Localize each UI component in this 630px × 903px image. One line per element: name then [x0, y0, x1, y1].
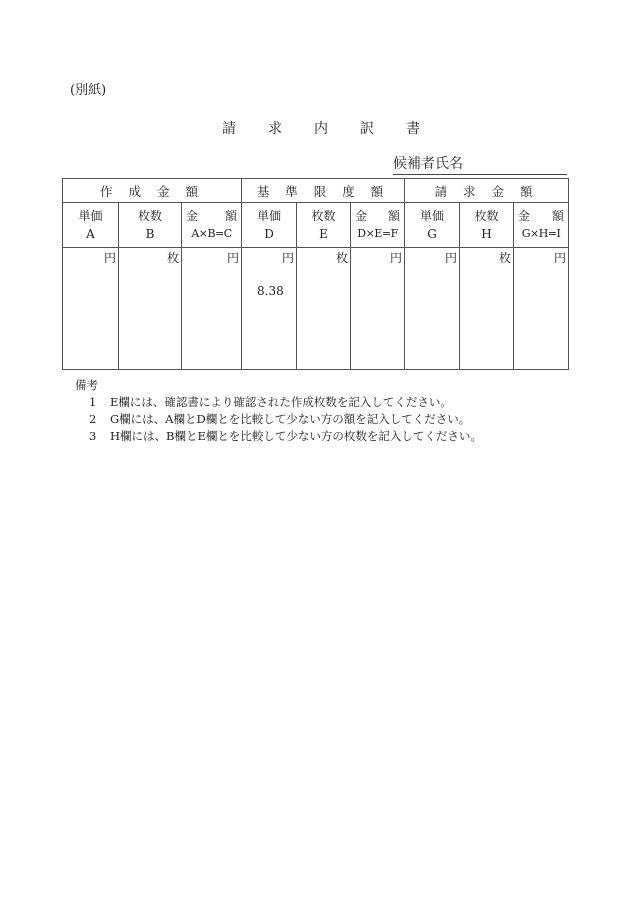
cell-e[interactable] — [297, 248, 351, 370]
unit-yen: 円 — [554, 251, 567, 265]
claim-breakdown-table — [62, 178, 569, 370]
cell-h[interactable] — [460, 248, 514, 370]
column-header-amount-i: 金 額 G×H=I — [514, 203, 569, 248]
title-char: 書 — [406, 121, 420, 137]
note-item: 2 G欄には、A欄とD欄とを比較して少ない方の額を記入してください。 — [89, 412, 471, 426]
note-item: 1 E欄には、確認書により確認された作成枚数を記入してください。 — [89, 395, 452, 409]
annex-label: (別紙) — [70, 83, 107, 98]
title-char: 求 — [268, 121, 282, 137]
cell-d[interactable] — [242, 248, 297, 370]
cell-f[interactable] — [351, 248, 405, 370]
cell-c[interactable] — [182, 248, 242, 370]
title-char: 内 — [314, 121, 328, 137]
cell-a[interactable] — [63, 248, 119, 370]
column-header-unit-price-d: 単価 D — [242, 203, 297, 248]
candidate-name-field[interactable]: 候補者氏名 — [393, 153, 567, 175]
group-header-claim-amount: 請 求 金 額 — [405, 179, 569, 203]
cell-i[interactable] — [514, 248, 569, 370]
unit-yen: 円 — [103, 251, 116, 265]
cell-g[interactable] — [405, 248, 460, 370]
unit-price-d-value: 8.38 — [257, 284, 284, 298]
column-header-count-e: 枚数 E — [297, 203, 351, 248]
column-header-count-h: 枚数 H — [460, 203, 514, 248]
unit-yen: 円 — [445, 251, 458, 265]
unit-yen: 円 — [227, 251, 240, 265]
note-item: 3 H欄には、B欄とE欄とを比較して少ない方の枚数を記入してください。 — [89, 429, 482, 443]
unit-sheets: 枚 — [166, 251, 179, 265]
group-header-production-amount: 作 成 金 額 — [63, 179, 242, 203]
cell-b[interactable] — [119, 248, 182, 370]
notes-section — [75, 377, 482, 445]
unit-yen: 円 — [282, 251, 295, 265]
column-header-count-b: 枚数 B — [119, 203, 182, 248]
column-header-amount-f: 金 額 D×E=F — [351, 203, 405, 248]
column-header-unit-price-a: 単価 A — [63, 203, 119, 248]
column-header-amount-c: 金 額 A×B=C — [182, 203, 242, 248]
title-char: 請 — [222, 121, 236, 137]
unit-sheets: 枚 — [499, 251, 512, 265]
notes-heading: 備考 — [75, 378, 98, 392]
unit-yen: 円 — [390, 251, 403, 265]
title-char: 訳 — [360, 121, 374, 137]
group-header-standard-limit: 基 準 限 度 額 — [242, 179, 405, 203]
document-title — [222, 118, 452, 138]
column-header-unit-price-g: 単価 G — [405, 203, 460, 248]
unit-sheets: 枚 — [336, 251, 349, 265]
